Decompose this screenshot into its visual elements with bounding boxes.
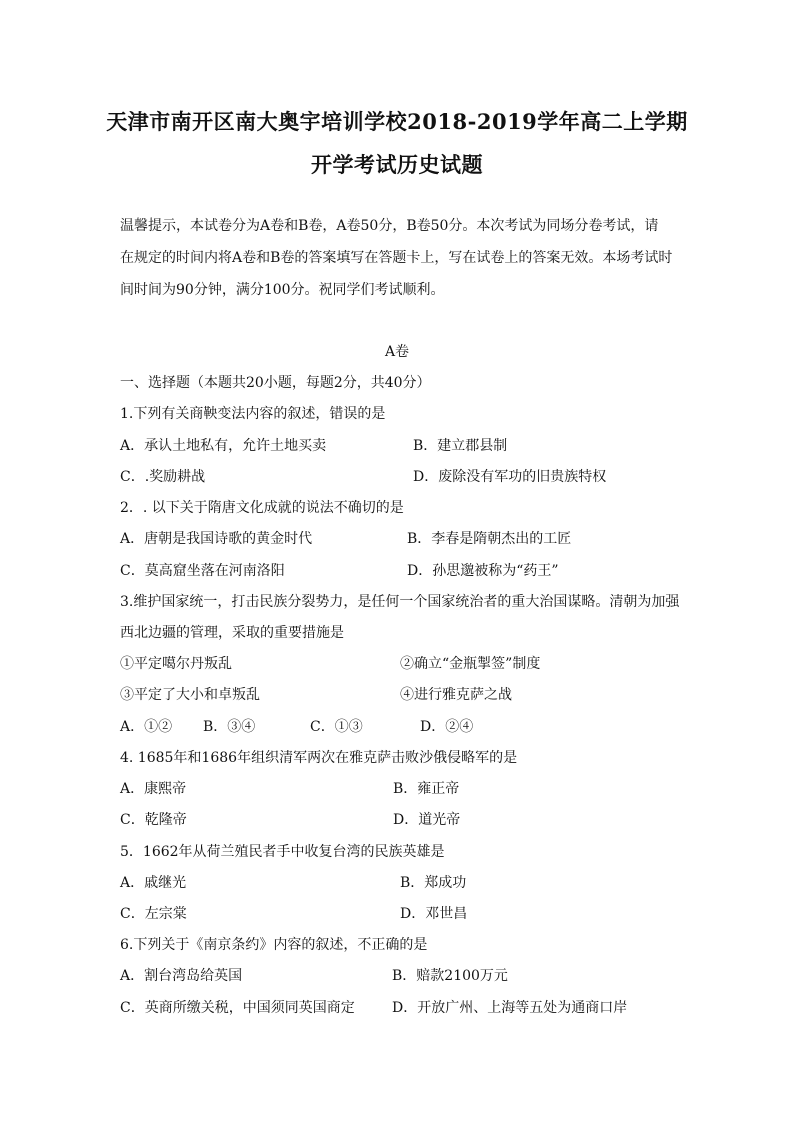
question-5-option-b: B．郑成功	[400, 875, 467, 891]
intro-line-2: 在规定的时间内将A卷和B卷的答案填写在答题卡上，写在试卷上的答案无效。本场考试时	[120, 250, 673, 266]
question-3-answer-d: D．②④	[420, 719, 474, 735]
question-3-answer-c: C．①③	[310, 719, 363, 735]
question-3-answer-b: B．③④	[203, 719, 256, 735]
question-3-item-1: ①平定噶尔丹叛乱	[120, 656, 232, 672]
question-1-option-a: A．承认土地私有，允许土地买卖	[120, 438, 327, 454]
question-3-answer-a: A．①②	[120, 719, 173, 735]
question-3-item-2: ②确立“金瓶掣签”制度	[400, 656, 541, 672]
question-6-option-b: B．赔款2100万元	[392, 968, 508, 984]
question-2-option-a: A．唐朝是我国诗歌的黄金时代	[120, 531, 313, 547]
question-1-option-c: C．.奖励耕战	[120, 469, 206, 485]
question-3-stem-line-1: 3.维护国家统一，打击民族分裂势力，是任何一个国家统治者的重大治国谋略。清朝为加强	[120, 594, 680, 610]
exam-title-line-2: 开学考试历史试题	[311, 152, 483, 177]
question-3-item-4: ④进行雅克萨之战	[400, 687, 512, 703]
question-4-option-d: D．道光帝	[393, 812, 461, 828]
question-3-stem-line-2: 西北边疆的管理，采取的重要措施是	[120, 625, 344, 641]
question-1-stem: 1.下列有关商鞅变法内容的叙述，错误的是	[120, 406, 386, 422]
exam-title-line-1: 天津市南开区南大奥宇培训学校2018-2019学年高二上学期	[106, 109, 688, 134]
intro-line-3: 间时间为90分钟，满分100分。祝同学们考试顺利。	[120, 282, 445, 298]
question-3-item-3: ③平定了大小和卓叛乱	[120, 687, 260, 703]
question-2-option-d: D．孙思邈被称为“药王”	[407, 563, 559, 579]
question-4-option-a: A．康熙帝	[120, 781, 187, 797]
question-6-option-c: C．英商所缴关税，中国须同英国商定	[120, 1000, 355, 1016]
question-6-option-a: A．割台湾岛给英国	[120, 968, 243, 984]
intro-line-1: 温馨提示，本试卷分为A卷和B卷，A卷50分，B卷50分。本次考试为同场分卷考试，请	[120, 218, 659, 234]
question-5-option-d: D．邓世昌	[400, 906, 468, 922]
question-2-option-c: C．莫高窟坐落在河南洛阳	[120, 563, 285, 579]
question-1-option-d: D．废除没有军功的旧贵族特权	[413, 469, 607, 485]
question-2-option-b: B．李春是隋朝杰出的工匠	[407, 531, 572, 547]
question-1-option-b: B．建立郡县制	[413, 438, 508, 454]
part-heading: 一、选择题（本题共20小题，每题2分，共40分）	[120, 375, 431, 391]
question-4-option-c: C．乾隆帝	[120, 812, 187, 828]
question-5-stem: 5．1662年从荷兰殖民者手中收复台湾的民族英雄是	[120, 844, 445, 860]
question-6-stem: 6.下列关于《南京条约》内容的叙述，不正确的是	[120, 937, 428, 953]
section-a-heading: A卷	[384, 344, 410, 360]
question-6-option-d: D．开放广州、上海等五处为通商口岸	[392, 1000, 628, 1016]
question-4-stem: 4. 1685年和1686年组织清军两次在雅克萨击败沙俄侵略军的是	[120, 750, 518, 766]
question-4-option-b: B．雍正帝	[393, 781, 460, 797]
question-5-option-a: A．戚继光	[120, 875, 187, 891]
question-5-option-c: C．左宗棠	[120, 906, 187, 922]
question-2-stem: 2．. 以下关于隋唐文化成就的说法不确切的是	[120, 500, 404, 516]
